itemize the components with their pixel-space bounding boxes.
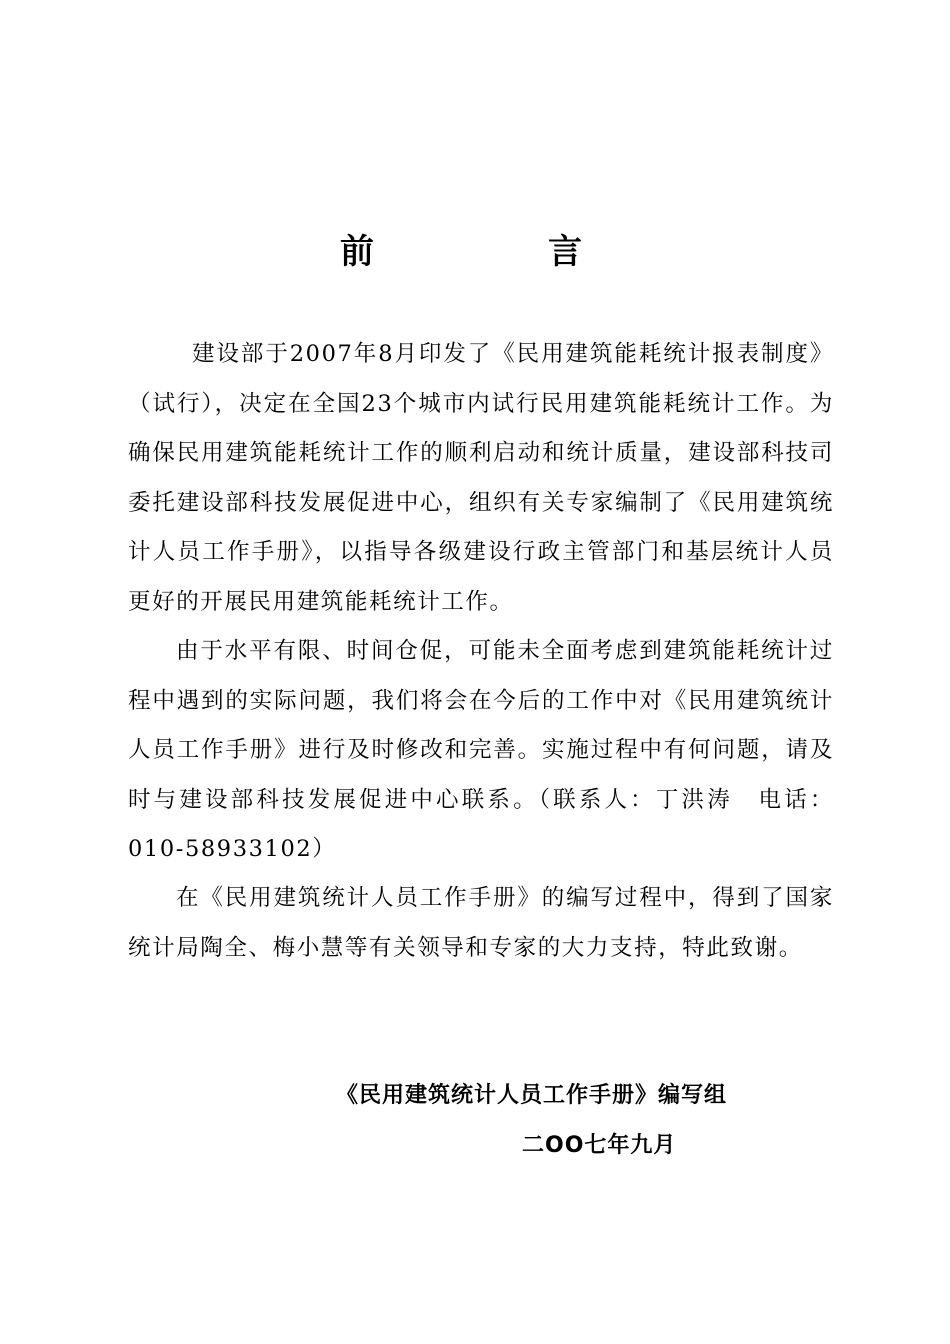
- signature-author: 《民用建筑统计人员工作手册》编写组: [336, 1083, 728, 1108]
- paragraph-contact: 由于水平有限、时间仓促，可能未全面考虑到建筑能耗统计过程中遇到的实际问题，我们将会在今后的工作中对《民用建筑统计人员工作手册》进行及时修改和完善。实施过程中有何问题，请及时与建设部科技发展促进中心联系。（联系人：丁洪涛 电话：010-58933102）: [128, 638, 834, 862]
- paragraph-acknowledgement: 在《民用建筑统计人员工作手册》的编写过程中，得到了国家统计局陶全、梅小慧等有关领导和专家的大力支持，特此致谢。: [128, 885, 834, 961]
- page-title: 前 言: [340, 232, 652, 272]
- signature-date: 二OO七年九月: [522, 1133, 677, 1158]
- paragraph-intro: 建设部于2007年8月印发了《民用建筑能耗统计报表制度》（试行），决定在全国23个城市内试行民用建筑能耗统计工作。为确保民用建筑能耗统计工作的顺利启动和统计质量，建设部科技司委托建设部科技发展促进中心，组织有关专家编制了《民用建筑统计人员工作手册》，以指导各级建设行政主管部门和基层统计人员更好的开展民用建筑能耗统计工作。: [128, 341, 834, 615]
